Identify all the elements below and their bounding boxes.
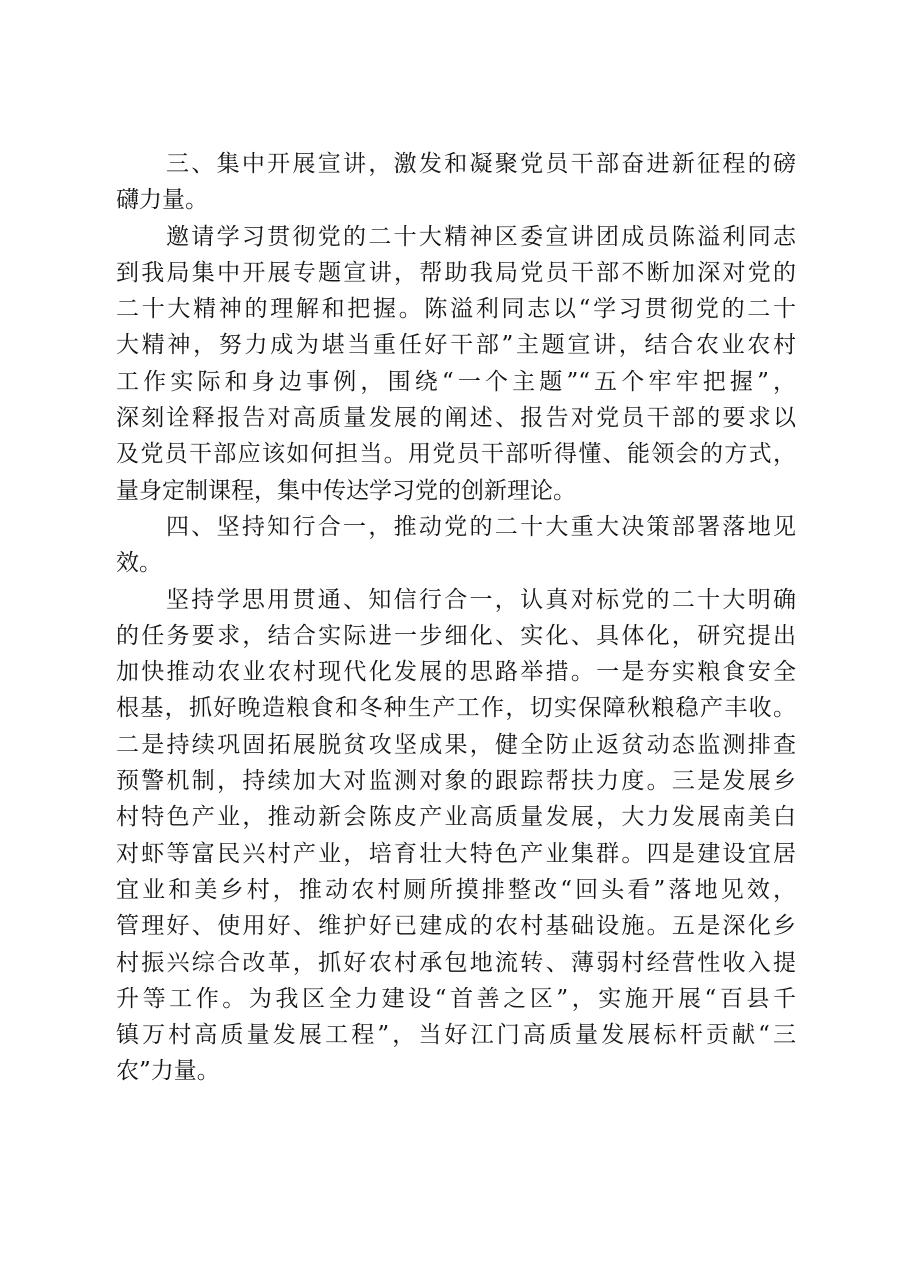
- text-line: 二十大精神的理解和把握。陈溢利同志以“学习贯彻党的二十: [116, 296, 796, 323]
- text-line: 坚持学思用贯通、知信行合一，认真对标党的二十大明确: [166, 586, 796, 613]
- text-line: 大精神，努力成为堪当重任好干部”主题宣讲，结合农业农村: [116, 332, 796, 359]
- text-line: 到我局集中开展专题宣讲，帮助我局党员干部不断加深对党的: [116, 259, 796, 286]
- text-line: 根基，抓好晚造粮食和冬种生产工作，切实保障秋粮稳产丰收。: [116, 695, 796, 722]
- text-line: 升等工作。为我区全力建设“首善之区”，实施开展“百县千: [116, 985, 796, 1012]
- text-line: 管理好、使用好、维护好已建成的农村基础设施。五是深化乡: [116, 913, 796, 940]
- text-line: 邀请学习贯彻党的二十大精神区委宣讲团成员陈溢利同志: [166, 223, 796, 250]
- text-line: 工作实际和身边事例，围绕“一个主题”“五个牢牢把握”，: [116, 368, 796, 395]
- text-line: 加快推动农业农村现代化发展的思路举措。一是夯实粮食安全: [116, 659, 796, 686]
- text-line: 农”力量。: [116, 1058, 220, 1085]
- text-line: 对虾等富民兴村产业，培育壮大特色产业集群。四是建设宜居: [116, 840, 796, 867]
- text-line: 预警机制，持续加大对监测对象的跟踪帮扶力度。三是发展乡: [116, 768, 796, 795]
- paragraph-3: [116, 219, 796, 509]
- text-line: 深刻诠释报告对高质量发展的阐述、报告对党员干部的要求以: [116, 405, 796, 432]
- text-line: 镇万村高质量发展工程”，当好江门高质量发展标杆贡献“三: [116, 1022, 796, 1049]
- document-body: [116, 146, 796, 1090]
- text-line: 村特色产业，推动新会陈皮产业高质量发展，大力发展南美白: [116, 804, 796, 831]
- text-line: 宜业和美乡村，推动农村厕所摸排整改“回头看”落地见效，: [116, 876, 796, 903]
- text-line: 四、坚持知行合一，推动党的二十大重大决策部署落地见: [166, 513, 796, 540]
- text-line: 二是持续巩固拓展脱贫攻坚成果，健全防止返贫动态监测排查: [116, 731, 796, 758]
- text-line: 效。: [116, 550, 162, 577]
- text-line: 及党员干部应该如何担当。用党员干部听得懂、能领会的方式，: [116, 441, 796, 468]
- text-line: 三、集中开展宣讲，激发和凝聚党员干部奋进新征程的磅: [166, 151, 796, 177]
- heading-3: [116, 146, 796, 219]
- text-line: 礴力量。: [116, 187, 208, 214]
- text-line: 量身定制课程，集中传达学习党的创新理论。: [116, 477, 576, 504]
- text-line: 村振兴综合改革，抓好农村承包地流转、薄弱村经营性收入提: [116, 949, 796, 976]
- paragraph-4: [116, 582, 796, 1090]
- heading-4: [116, 509, 796, 582]
- text-line: 的任务要求，结合实际进一步细化、实化、具体化，研究提出: [116, 622, 796, 649]
